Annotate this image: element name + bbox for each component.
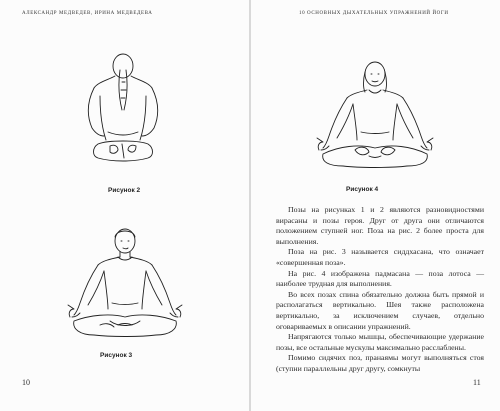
figure-2-illustration	[78, 52, 168, 172]
figure-2-caption: Рисунок 2	[108, 187, 141, 194]
left-running-header: АЛЕКСАНДР МЕДВЕДЕВ, ИРИНА МЕДВЕДЕВА	[22, 11, 153, 16]
right-page	[251, 0, 500, 411]
body-text	[276, 205, 484, 375]
figure-4-illustration	[313, 58, 437, 170]
paragraph: Помимо сидячих поз, пранаямы могут выполняться стоя (ступни параллельны друг другу, сомкнуты	[276, 353, 484, 373]
paragraph: Напрягаются только мышцы, обеспечивающие удержание позы, все остальные мускулы максимально расслаблены.	[276, 332, 484, 352]
paragraph: Во всех позах спина обязательно должна быть прямой и располагаться вертикально. Шея также расположена вертикально, за исключением случаев, отдельно оговариваемых в описании упражнений.	[276, 289, 484, 331]
paragraph: Поза на рис. 3 называется сиддхасана, что означает «совершенная поза».	[276, 247, 484, 267]
figure-4-caption: Рисунок 4	[346, 186, 379, 193]
paragraph: На рис. 4 изображена падмасана — поза лотоса — наиболее трудная для выполнения.	[276, 268, 484, 289]
figure-3-caption: Рисунок 3	[100, 352, 133, 359]
right-page-number: 11	[473, 378, 481, 387]
left-page-number: 10	[22, 378, 30, 387]
right-running-header: 10 ОСНОВНЫХ ДЫХАТЕЛЬНЫХ УПРАЖНЕНИЙ ЙОГИ	[299, 11, 449, 16]
left-page	[0, 0, 249, 411]
figure-3-illustration	[60, 225, 190, 345]
paragraph: Позы на рисунках 1 и 2 являются разновидностями вирасаны и позы героя. Друг от друга они отличаются положением ступней ног. Поза на рис. 2 более проста для выполнения.	[276, 205, 484, 246]
